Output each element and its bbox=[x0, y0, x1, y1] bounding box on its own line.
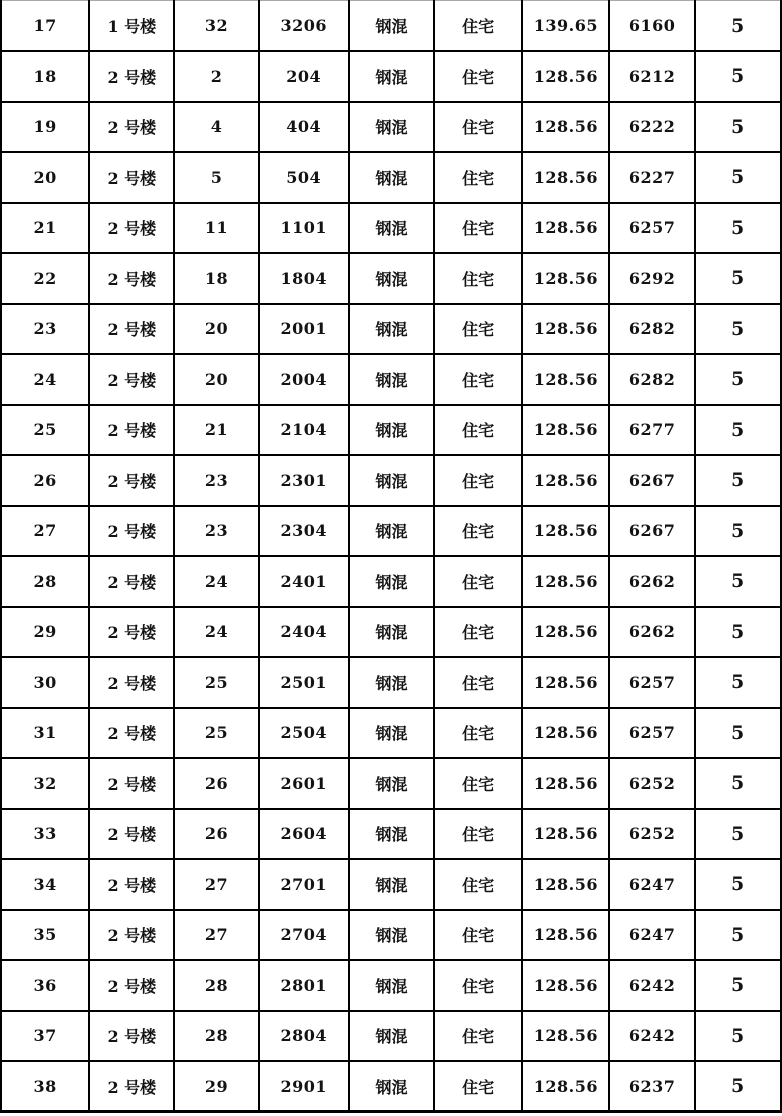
table-cell: 6222 bbox=[609, 102, 694, 153]
table-cell: 2 号楼 bbox=[89, 657, 174, 708]
table-cell: 5 bbox=[695, 657, 781, 708]
table-cell: 6160 bbox=[609, 1, 694, 52]
table-cell: 住宅 bbox=[434, 354, 522, 405]
table-cell: 128.56 bbox=[522, 809, 609, 860]
table-cell: 5 bbox=[695, 253, 781, 304]
table-cell: 2 号楼 bbox=[89, 51, 174, 102]
table-row bbox=[1, 657, 781, 708]
table-cell: 住宅 bbox=[434, 1, 522, 52]
table-cell: 404 bbox=[259, 102, 349, 153]
table-cell: 6257 bbox=[609, 708, 694, 759]
table-cell: 2001 bbox=[259, 304, 349, 355]
table-row bbox=[1, 1, 781, 52]
table-cell: 5 bbox=[695, 304, 781, 355]
table-cell: 5 bbox=[695, 405, 781, 456]
table-cell: 128.56 bbox=[522, 304, 609, 355]
table-cell: 29 bbox=[174, 1061, 258, 1112]
table-cell: 128.56 bbox=[522, 1061, 609, 1112]
table-cell: 2 号楼 bbox=[89, 253, 174, 304]
table-cell: 5 bbox=[695, 910, 781, 961]
table-cell: 钢混 bbox=[349, 354, 434, 405]
table-cell: 钢混 bbox=[349, 758, 434, 809]
table-cell: 5 bbox=[695, 152, 781, 203]
table-cell: 6282 bbox=[609, 354, 694, 405]
table-cell: 钢混 bbox=[349, 405, 434, 456]
table-cell: 17 bbox=[1, 1, 89, 52]
table-cell: 28 bbox=[1, 556, 89, 607]
table-cell: 住宅 bbox=[434, 859, 522, 910]
table-cell: 128.56 bbox=[522, 455, 609, 506]
table-cell: 6267 bbox=[609, 455, 694, 506]
table-cell: 6257 bbox=[609, 657, 694, 708]
table-cell: 住宅 bbox=[434, 203, 522, 254]
table-row bbox=[1, 354, 781, 405]
table-cell: 5 bbox=[695, 758, 781, 809]
table-cell: 28 bbox=[174, 960, 258, 1011]
table-cell: 钢混 bbox=[349, 556, 434, 607]
table-cell: 2401 bbox=[259, 556, 349, 607]
table-cell: 2901 bbox=[259, 1061, 349, 1112]
table-cell: 住宅 bbox=[434, 758, 522, 809]
table-cell: 5 bbox=[695, 556, 781, 607]
table-cell: 128.56 bbox=[522, 102, 609, 153]
table-cell: 住宅 bbox=[434, 1061, 522, 1112]
table-cell: 6262 bbox=[609, 556, 694, 607]
table-cell: 住宅 bbox=[434, 960, 522, 1011]
table-cell: 20 bbox=[1, 152, 89, 203]
table-cell: 5 bbox=[695, 607, 781, 658]
table-cell: 32 bbox=[1, 758, 89, 809]
table-cell: 钢混 bbox=[349, 607, 434, 658]
table-cell: 27 bbox=[174, 910, 258, 961]
table-cell: 5 bbox=[695, 354, 781, 405]
table-cell: 5 bbox=[695, 1011, 781, 1062]
table-cell: 钢混 bbox=[349, 960, 434, 1011]
table-row bbox=[1, 1011, 781, 1062]
table-row bbox=[1, 960, 781, 1011]
table-cell: 住宅 bbox=[434, 152, 522, 203]
table-cell: 128.56 bbox=[522, 607, 609, 658]
table-cell: 2404 bbox=[259, 607, 349, 658]
table-cell: 34 bbox=[1, 859, 89, 910]
table-cell: 128.56 bbox=[522, 203, 609, 254]
table-cell: 32 bbox=[174, 1, 258, 52]
table-row bbox=[1, 455, 781, 506]
table-cell: 128.56 bbox=[522, 657, 609, 708]
table-cell: 5 bbox=[695, 809, 781, 860]
table-cell: 5 bbox=[695, 102, 781, 153]
table-cell: 2 号楼 bbox=[89, 1011, 174, 1062]
table-cell: 住宅 bbox=[434, 405, 522, 456]
table-cell: 6242 bbox=[609, 1011, 694, 1062]
table-cell: 6237 bbox=[609, 1061, 694, 1112]
table-cell: 35 bbox=[1, 910, 89, 961]
table-cell: 18 bbox=[174, 253, 258, 304]
table-row bbox=[1, 506, 781, 557]
table-cell: 27 bbox=[1, 506, 89, 557]
table-cell: 25 bbox=[1, 405, 89, 456]
table-row bbox=[1, 809, 781, 860]
table-cell: 2 号楼 bbox=[89, 708, 174, 759]
table-cell: 5 bbox=[695, 960, 781, 1011]
table-cell: 21 bbox=[174, 405, 258, 456]
table-row bbox=[1, 1061, 781, 1112]
table-cell: 钢混 bbox=[349, 1061, 434, 1112]
table-cell: 24 bbox=[174, 607, 258, 658]
table-cell: 128.56 bbox=[522, 758, 609, 809]
table-cell: 22 bbox=[1, 253, 89, 304]
table-cell: 128.56 bbox=[522, 556, 609, 607]
table-cell: 钢混 bbox=[349, 657, 434, 708]
table-cell: 25 bbox=[174, 657, 258, 708]
table-row bbox=[1, 556, 781, 607]
table-cell: 2 号楼 bbox=[89, 152, 174, 203]
table-cell: 钢混 bbox=[349, 253, 434, 304]
table-cell: 2 号楼 bbox=[89, 405, 174, 456]
table-cell: 住宅 bbox=[434, 304, 522, 355]
table-cell: 30 bbox=[1, 657, 89, 708]
table-cell: 住宅 bbox=[434, 657, 522, 708]
table-cell: 2804 bbox=[259, 1011, 349, 1062]
table-cell: 钢混 bbox=[349, 152, 434, 203]
table-cell: 钢混 bbox=[349, 910, 434, 961]
table-cell: 24 bbox=[1, 354, 89, 405]
table-row bbox=[1, 910, 781, 961]
table-cell: 28 bbox=[174, 1011, 258, 1062]
table-cell: 2 号楼 bbox=[89, 1061, 174, 1112]
table-cell: 钢混 bbox=[349, 455, 434, 506]
table-cell: 204 bbox=[259, 51, 349, 102]
table-cell: 2 号楼 bbox=[89, 556, 174, 607]
table-cell: 1804 bbox=[259, 253, 349, 304]
table-cell: 38 bbox=[1, 1061, 89, 1112]
table-cell: 住宅 bbox=[434, 102, 522, 153]
table-cell: 128.56 bbox=[522, 859, 609, 910]
table-cell: 20 bbox=[174, 354, 258, 405]
table-cell: 37 bbox=[1, 1011, 89, 1062]
table-cell: 33 bbox=[1, 809, 89, 860]
table-cell: 2801 bbox=[259, 960, 349, 1011]
table-cell: 4 bbox=[174, 102, 258, 153]
table-cell: 钢混 bbox=[349, 708, 434, 759]
table-cell: 23 bbox=[174, 506, 258, 557]
table-cell: 6252 bbox=[609, 758, 694, 809]
table-cell: 5 bbox=[695, 859, 781, 910]
table-cell: 1 号楼 bbox=[89, 1, 174, 52]
table-cell: 6267 bbox=[609, 506, 694, 557]
table-cell: 2704 bbox=[259, 910, 349, 961]
table-cell: 住宅 bbox=[434, 1011, 522, 1062]
table-cell: 住宅 bbox=[434, 910, 522, 961]
table-cell: 钢混 bbox=[349, 1, 434, 52]
table-cell: 2 号楼 bbox=[89, 102, 174, 153]
table-cell: 5 bbox=[695, 506, 781, 557]
table-cell: 住宅 bbox=[434, 607, 522, 658]
table-cell: 11 bbox=[174, 203, 258, 254]
table-cell: 住宅 bbox=[434, 455, 522, 506]
table-cell: 2 号楼 bbox=[89, 607, 174, 658]
table-row bbox=[1, 405, 781, 456]
table-cell: 6242 bbox=[609, 960, 694, 1011]
table-cell: 2 号楼 bbox=[89, 506, 174, 557]
table-cell: 3206 bbox=[259, 1, 349, 52]
table-row bbox=[1, 758, 781, 809]
table-cell: 钢混 bbox=[349, 51, 434, 102]
table-cell: 住宅 bbox=[434, 51, 522, 102]
table-cell: 2 号楼 bbox=[89, 809, 174, 860]
table-cell: 2104 bbox=[259, 405, 349, 456]
table-row bbox=[1, 607, 781, 658]
table-row bbox=[1, 51, 781, 102]
table-cell: 2604 bbox=[259, 809, 349, 860]
table-cell: 5 bbox=[695, 708, 781, 759]
table-cell: 住宅 bbox=[434, 506, 522, 557]
table-cell: 住宅 bbox=[434, 809, 522, 860]
table-cell: 2 号楼 bbox=[89, 910, 174, 961]
table-row bbox=[1, 102, 781, 153]
table-cell: 2 bbox=[174, 51, 258, 102]
table-cell: 6292 bbox=[609, 253, 694, 304]
table-cell: 钢混 bbox=[349, 203, 434, 254]
table-cell: 5 bbox=[174, 152, 258, 203]
table-cell: 24 bbox=[174, 556, 258, 607]
table-cell: 5 bbox=[695, 1, 781, 52]
table-row bbox=[1, 304, 781, 355]
table-cell: 6252 bbox=[609, 809, 694, 860]
table-cell: 21 bbox=[1, 203, 89, 254]
table-cell: 6262 bbox=[609, 607, 694, 658]
table-cell: 6247 bbox=[609, 910, 694, 961]
table-cell: 128.56 bbox=[522, 1011, 609, 1062]
table-cell: 2504 bbox=[259, 708, 349, 759]
table-cell: 2 号楼 bbox=[89, 455, 174, 506]
table-cell: 18 bbox=[1, 51, 89, 102]
table-cell: 2701 bbox=[259, 859, 349, 910]
table-cell: 住宅 bbox=[434, 253, 522, 304]
table-cell: 2 号楼 bbox=[89, 758, 174, 809]
table-cell: 128.56 bbox=[522, 506, 609, 557]
table-cell: 139.65 bbox=[522, 1, 609, 52]
table-cell: 2 号楼 bbox=[89, 354, 174, 405]
table-cell: 2304 bbox=[259, 506, 349, 557]
table-cell: 504 bbox=[259, 152, 349, 203]
table-cell: 5 bbox=[695, 51, 781, 102]
table-cell: 128.56 bbox=[522, 354, 609, 405]
table-cell: 钢混 bbox=[349, 102, 434, 153]
table-cell: 2 号楼 bbox=[89, 960, 174, 1011]
table-cell: 2301 bbox=[259, 455, 349, 506]
table-cell: 23 bbox=[174, 455, 258, 506]
table-cell: 住宅 bbox=[434, 708, 522, 759]
table-cell: 23 bbox=[1, 304, 89, 355]
table-cell: 6212 bbox=[609, 51, 694, 102]
table-cell: 钢混 bbox=[349, 1011, 434, 1062]
table-cell: 29 bbox=[1, 607, 89, 658]
table-cell: 2601 bbox=[259, 758, 349, 809]
table-cell: 1101 bbox=[259, 203, 349, 254]
table-cell: 128.56 bbox=[522, 51, 609, 102]
table-cell: 128.56 bbox=[522, 960, 609, 1011]
table-cell: 20 bbox=[174, 304, 258, 355]
table-cell: 2501 bbox=[259, 657, 349, 708]
table-cell: 25 bbox=[174, 708, 258, 759]
table-cell: 钢混 bbox=[349, 506, 434, 557]
table-row bbox=[1, 859, 781, 910]
table-cell: 6227 bbox=[609, 152, 694, 203]
table-cell: 2 号楼 bbox=[89, 304, 174, 355]
table-row bbox=[1, 708, 781, 759]
table-cell: 钢混 bbox=[349, 809, 434, 860]
table-cell: 住宅 bbox=[434, 556, 522, 607]
table-cell: 19 bbox=[1, 102, 89, 153]
table-cell: 5 bbox=[695, 455, 781, 506]
table-cell: 5 bbox=[695, 203, 781, 254]
table-cell: 128.56 bbox=[522, 708, 609, 759]
table-cell: 钢混 bbox=[349, 859, 434, 910]
table-cell: 26 bbox=[174, 809, 258, 860]
table-row bbox=[1, 253, 781, 304]
table-cell: 5 bbox=[695, 1061, 781, 1112]
table-cell: 2004 bbox=[259, 354, 349, 405]
table-row bbox=[1, 152, 781, 203]
table-cell: 6257 bbox=[609, 203, 694, 254]
table-cell: 128.56 bbox=[522, 152, 609, 203]
table-cell: 6247 bbox=[609, 859, 694, 910]
table-cell: 36 bbox=[1, 960, 89, 1011]
table-cell: 128.56 bbox=[522, 405, 609, 456]
table-cell: 26 bbox=[174, 758, 258, 809]
table-cell: 128.56 bbox=[522, 253, 609, 304]
table-cell: 2 号楼 bbox=[89, 203, 174, 254]
table-cell: 2 号楼 bbox=[89, 859, 174, 910]
table-cell: 6282 bbox=[609, 304, 694, 355]
table-cell: 钢混 bbox=[349, 304, 434, 355]
table-cell: 6277 bbox=[609, 405, 694, 456]
table-cell: 31 bbox=[1, 708, 89, 759]
table-cell: 26 bbox=[1, 455, 89, 506]
table-cell: 128.56 bbox=[522, 910, 609, 961]
table-cell: 27 bbox=[174, 859, 258, 910]
table-row bbox=[1, 203, 781, 254]
